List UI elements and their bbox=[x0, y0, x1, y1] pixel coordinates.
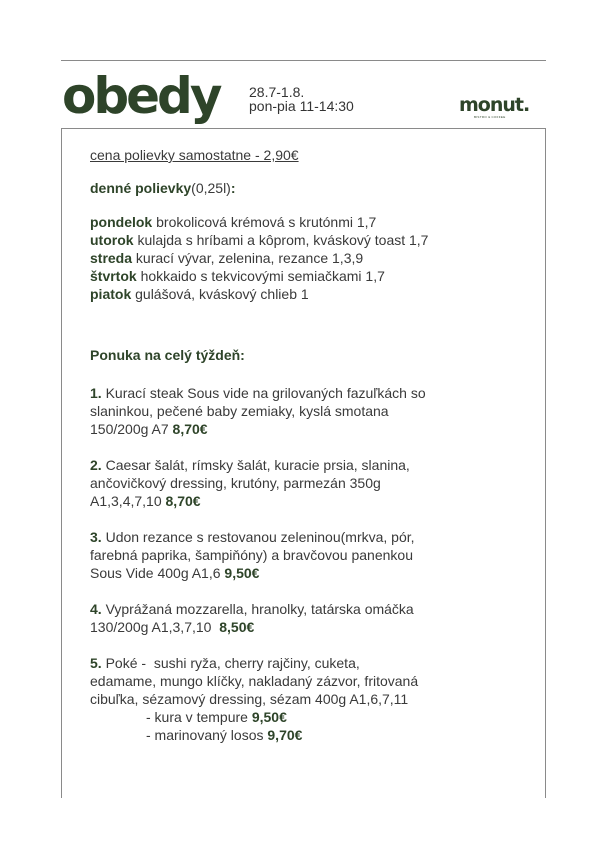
poke-option: - marinovaný losos 9,70€ bbox=[146, 727, 303, 743]
soup-row: piatok gulášová, kváskový chlieb 1 bbox=[90, 286, 309, 302]
item-price: 9,50€ bbox=[251, 709, 287, 725]
menu-item: 3. Udon rezance s restovanou zeleninou(mrkva, pór, farebná paprika, šampiňóny) a bravčovou panenkou Sous Vide 400g A1,6 9,50€ bbox=[90, 529, 415, 581]
date-info bbox=[249, 85, 354, 113]
item-price: 8,70€ bbox=[165, 493, 201, 509]
left-border bbox=[61, 128, 62, 798]
menu-item: 4. Vyprážaná mozzarella, hranolky, tatárska omáčka 130/200g A1,3,7,10 8,50€ bbox=[90, 601, 414, 635]
item-price: 9,70€ bbox=[267, 727, 303, 743]
menu-item: 5. Poké - sushi ryža, cherry rajčiny, cuketa, edamame, mungo klíčky, nakladaný zázvor, fritovaná cibuľka, sézamový dressing, sézam 400g A1,6,7,11 - kura v tempure 9,50€ - marinovaný losos 9,70€ bbox=[90, 654, 540, 744]
soup-list bbox=[90, 213, 540, 303]
soups-heading: denné polievky(0,25l): bbox=[90, 180, 236, 196]
header-divider bbox=[61, 128, 546, 129]
item-price: 8,50€ bbox=[219, 619, 255, 635]
item-price: 9,50€ bbox=[224, 565, 260, 581]
brand-logo: monut. bbox=[459, 94, 530, 116]
soup-row: streda kurací vývar, zelenina, rezance 1,3,9 bbox=[90, 250, 364, 266]
item-price: 8,70€ bbox=[172, 421, 208, 437]
brand-logo-tagline: BISTRO & COFFEE bbox=[474, 115, 506, 119]
soup-row: utorok kulajda s hríbami a kôprom, kváskový toast 1,7 bbox=[90, 232, 429, 248]
opening-hours: pon-pia 11-14:30 bbox=[249, 98, 354, 114]
menu-item: 2. Caesar šalát, rímsky šalát, kuracie prsia, slanina, ančovičkový dressing, krutóny, parmezán 350g A1,3,4,7,10 8,70€ bbox=[90, 457, 410, 509]
weekly-heading: Ponuka na celý týždeň: bbox=[90, 347, 245, 363]
soup-price-note: cena polievky samostatne - 2,90€ bbox=[90, 147, 299, 163]
menu-content bbox=[90, 146, 540, 762]
top-divider bbox=[61, 60, 546, 61]
page-title: obedy bbox=[62, 67, 220, 125]
soup-row: pondelok brokolicová krémová s krutónmi 1,7 bbox=[90, 214, 377, 230]
poke-option: - kura v tempure 9,50€ bbox=[146, 709, 287, 725]
right-border bbox=[545, 128, 546, 798]
date-range: 28.7-1.8. bbox=[249, 84, 305, 100]
soup-row: štvrtok hokkaido s tekvicovými semiačkami 1,7 bbox=[90, 268, 385, 284]
menu-item: 1. Kurací steak Sous vide na grilovaných fazuľkách so slaninkou, pečené baby zemiaky, kyslá smotana 150/200g A7 8,70€ bbox=[90, 385, 426, 437]
